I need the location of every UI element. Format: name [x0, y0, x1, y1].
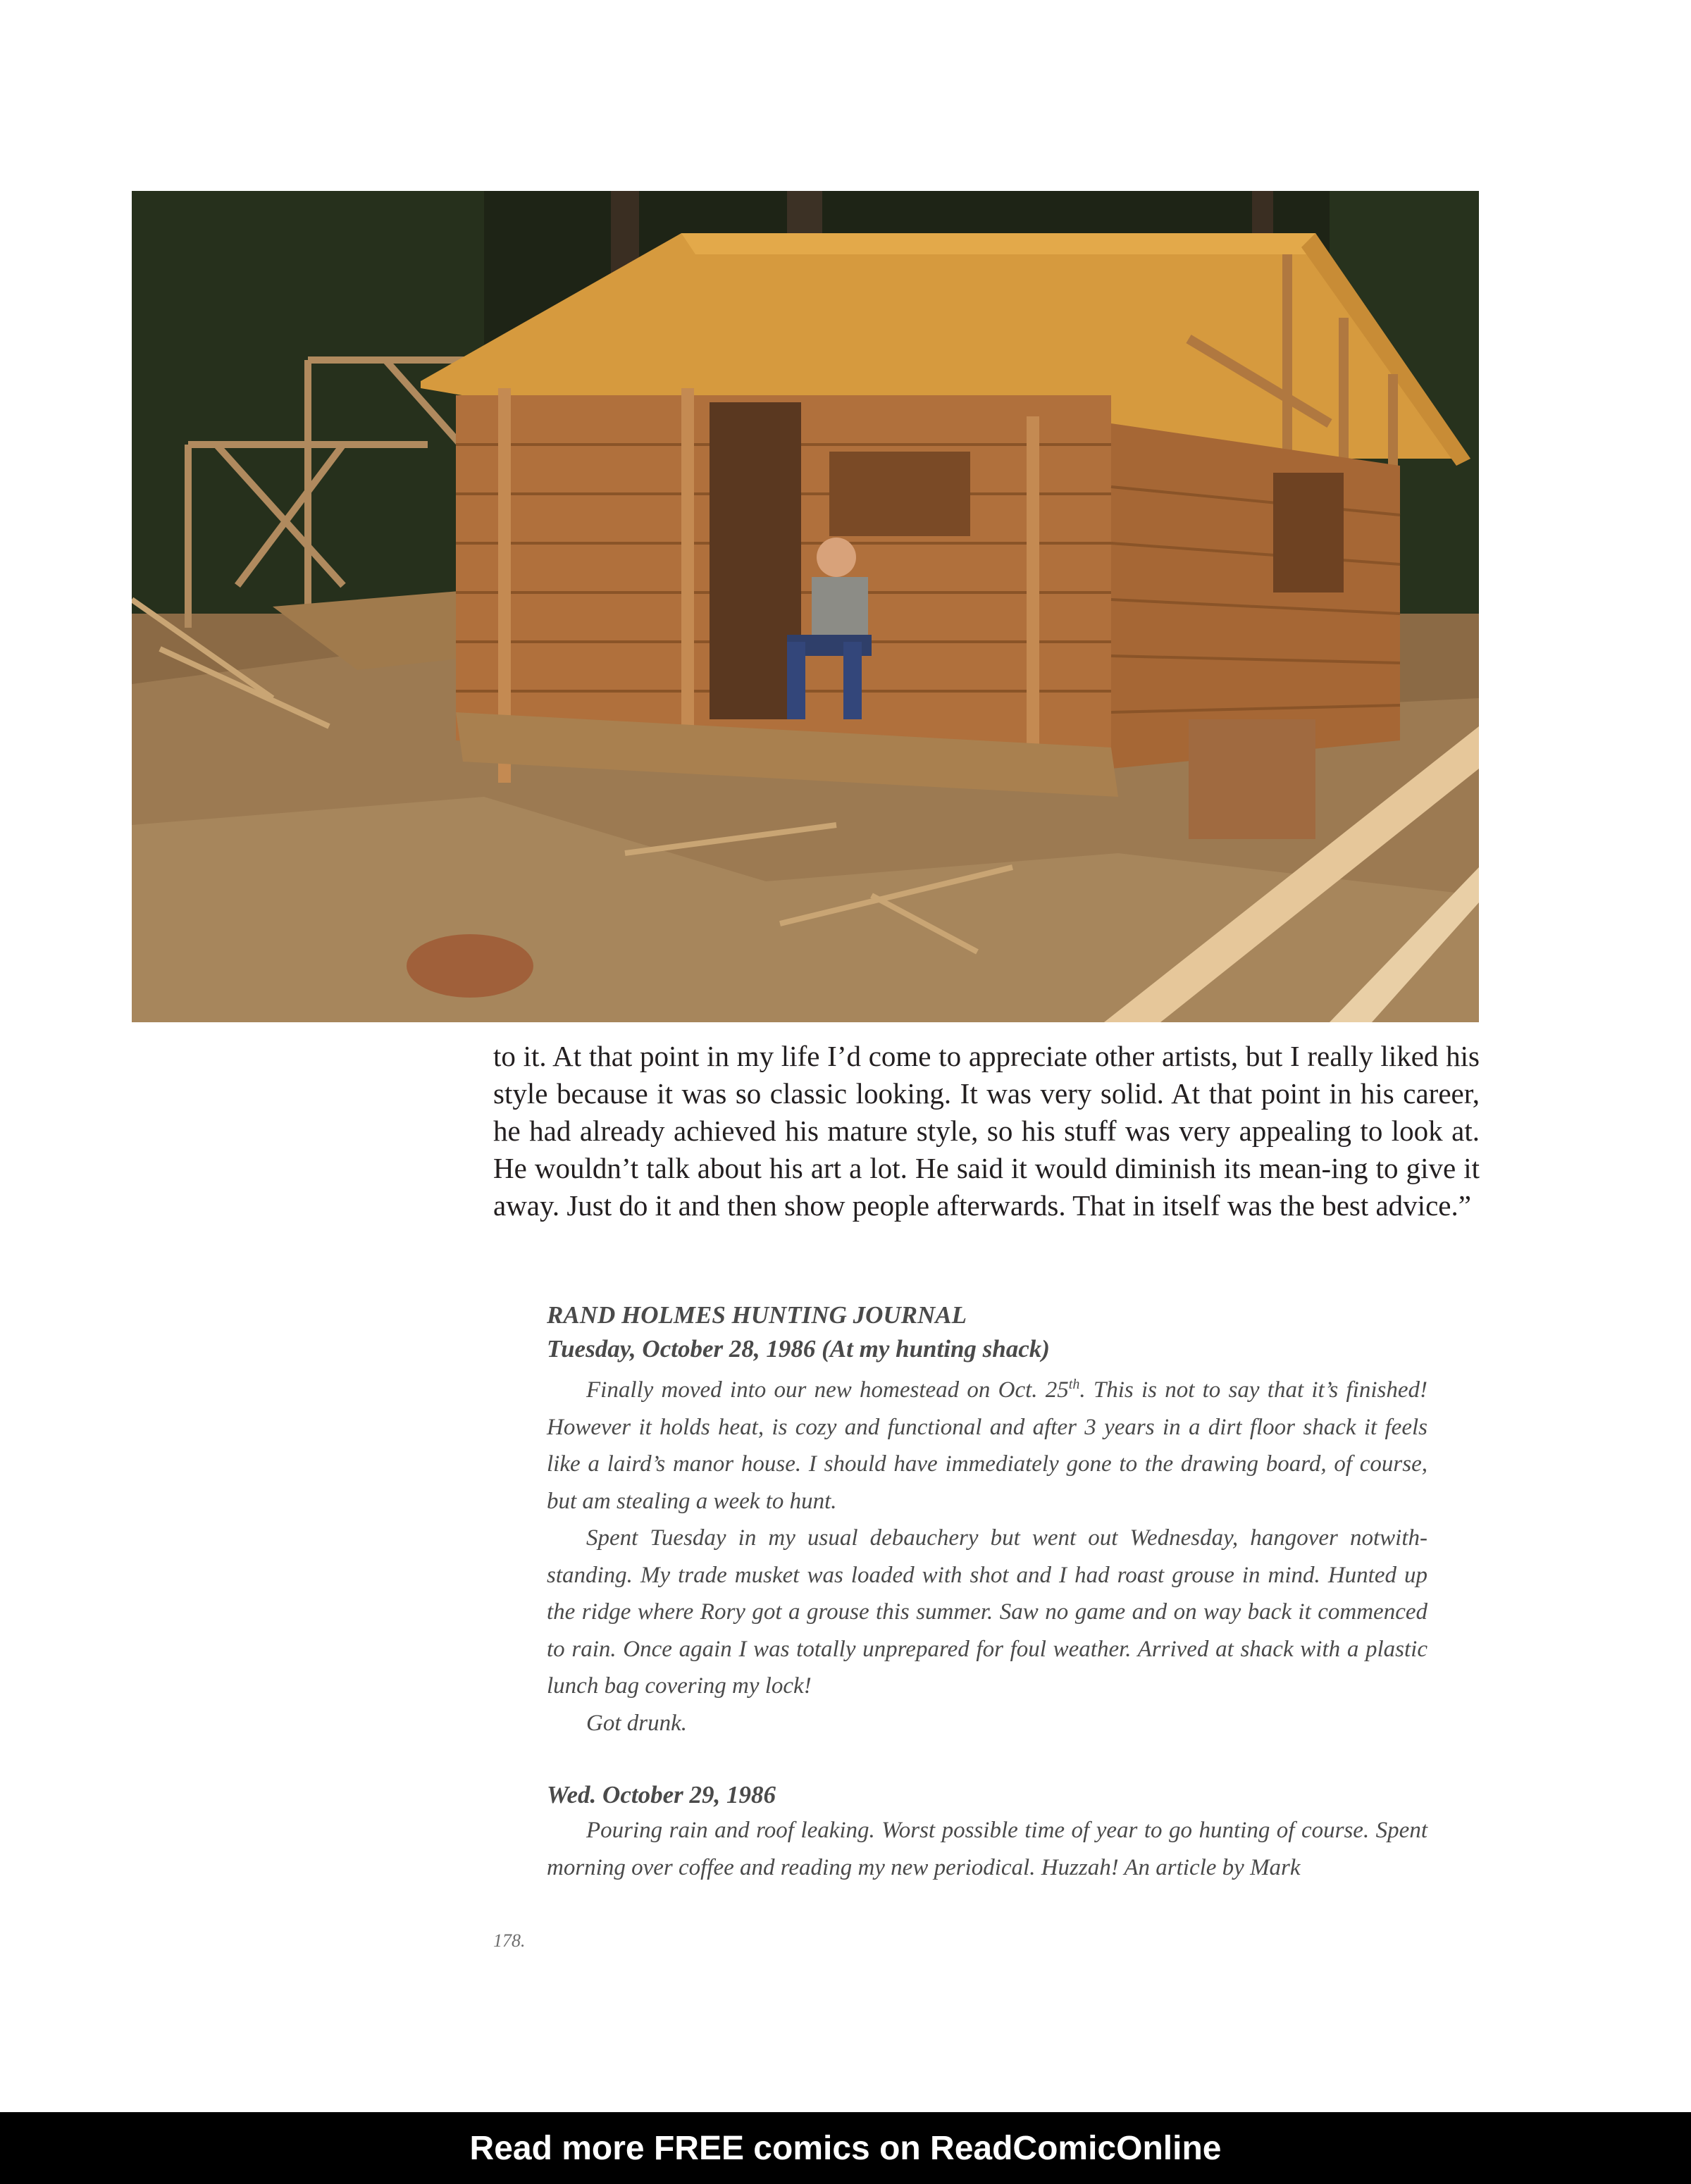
- entry-paragraph: [547, 1366, 1427, 1520]
- body-text: to it. At that point in my life I’d come to appreciate other artists, but I really liked his style because it was so classic looking. It was very solid. At that point in his career, he had already achieved his mature style, so his stuff was very appealing to look at. He wouldn’t talk about his art a lot. He said it would diminish its mean-ing to give it away. Just do it and then show people afterwards. That in itself was the best advice.”: [493, 1040, 1480, 1222]
- page-number: 178.: [493, 1930, 526, 1951]
- ordinal-suffix: th: [1068, 1377, 1080, 1392]
- cabin-photo: [132, 191, 1479, 1022]
- entry-paragraph-text: . This is not to say that it’s finished! However it holds heat, is cozy and functional and after 3 years in a dirt floor shack it feels like a laird’s manor house. I should have immediately gone to the drawing board, of course, but am stealing a week to hunt.: [547, 1377, 1427, 1514]
- footer-banner-link[interactable]: [0, 2112, 1691, 2184]
- journal-title: RAND HOLMES HUNTING JOURNAL: [547, 1301, 967, 1329]
- entry-paragraph-text: Finally moved into our new homestead on Oct. 25: [586, 1377, 1069, 1403]
- entry-date: Tuesday, October 28, 1986 (At my hunting shack): [547, 1335, 1050, 1363]
- hunting-journal: [547, 1298, 1427, 1886]
- entry-paragraph: Got drunk.: [586, 1710, 687, 1736]
- entry-paragraph: Pouring rain and roof leaking. Worst possible time of year to go hunting of course. Spent morning over coffee and reading my new periodical. Huzzah! An article by Mark: [547, 1818, 1427, 1880]
- footer-banner-text: Read more FREE comics on ReadComicOnline: [469, 2129, 1222, 2167]
- entry-paragraph: Spent Tuesday in my usual debauchery but went out Wednesday, hangover notwith-standing. My trade musket was loaded with shot and I had roast grouse in mind. Hunted up the ridge where Rory got a grouse this summer. Saw no game and on way back it commenced to rain. Once again I was totally unprepared for foul weather. Arrived at shack with a plastic lunch bag covering my lock!: [547, 1525, 1427, 1699]
- entry-date: Wed. October 29, 1986: [547, 1781, 776, 1808]
